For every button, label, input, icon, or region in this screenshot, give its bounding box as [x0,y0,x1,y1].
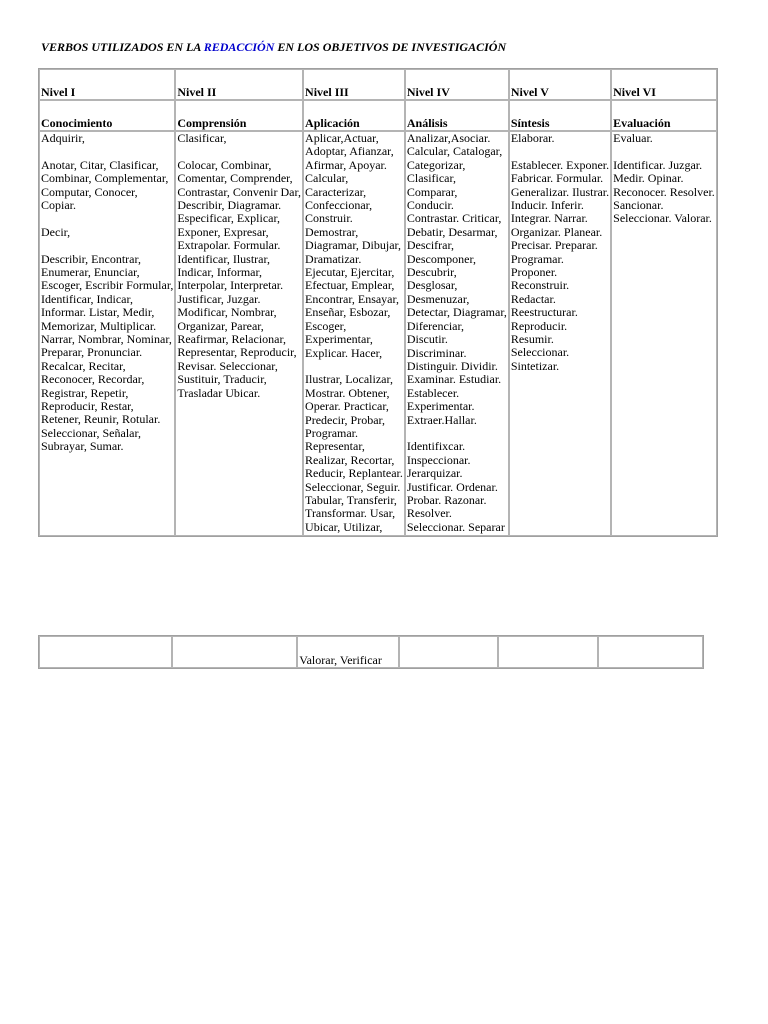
verb-line: Justificar. Ordenar. [406,479,498,494]
verbs-cell-2 [175,131,303,536]
verb-line: Enseñar, Esbozar, [305,305,391,320]
verb-line: Discriminar. [406,345,467,360]
verbs-cell-5 [509,131,611,536]
blank-line [407,427,507,440]
verb-line: Detectar, Diagramar, [406,305,507,320]
verb-line: Seleccionar, Señalar, [41,425,141,440]
verb-line: Escoger, [305,318,347,333]
verb-line: Elaborar. [510,131,555,145]
verb-line: Reconstruir. [510,278,570,293]
verb-line: Subrayar, Sumar. [41,439,124,454]
verb-line: Precisar. Preparar. [510,238,598,253]
category-header-5: Síntesis [509,100,611,131]
verb-line: Ilustrar, Localizar, [305,372,394,387]
level-header-4: Nivel IV [405,69,509,100]
verb-line: Establecer. Exponer. [510,157,610,172]
blank-line [511,145,609,158]
blank-line [41,145,173,158]
verb-line: Copiar. [41,198,76,213]
verbs-cell-1 [39,131,175,536]
verb-line: Seleccionar. [510,345,570,360]
verb-line: Identificar, Ilustrar, [177,251,271,266]
verb-line: Anotar, Citar, Clasificar, [41,157,159,172]
page-title [41,40,506,55]
verb-line: Especificar, Explicar, [177,211,280,226]
verb-line: Reproducir, Restar, [41,399,134,414]
verb-line: Registrar, Repetir, [41,385,129,400]
verb-line: Trasladar Ubicar. [177,385,261,400]
verb-line: Ubicar, Utilizar, [305,519,383,534]
blank-line [41,239,173,252]
verb-line: Reafirmar, Relacionar, [177,332,286,347]
blank-line [177,145,301,158]
verb-line: Diagramar, Dibujar, [305,238,402,253]
verb-line: Extrapolar. Formular. [177,238,281,253]
verb-line: Demostrar, [305,224,359,239]
verb-line: Descomponer, [406,251,477,266]
level-header-6: Nivel VI [611,69,717,100]
verb-line: Narrar, Nombrar, Nominar, [41,332,172,347]
blank-line [613,145,715,158]
verb-line: Conducir. [406,198,454,213]
category-row [39,100,717,131]
verb-line: Identificar, Indicar, [41,291,133,306]
verb-line: Mostrar. Obtener, [305,385,390,400]
continuation-cell-5 [498,636,597,668]
category-header-6: Evaluación [611,100,717,131]
verb-line: Indicar, Informar, [177,265,263,280]
verb-line: Reducir, Replantear. [305,466,403,481]
verb-line: Adoptar, Afianzar, [305,144,394,159]
verb-line: Justificar, Juzgar. [177,291,261,306]
continuation-row [39,636,703,668]
verb-line: Enumerar, Enunciar, [41,265,140,280]
verb-line: Adquirir, [41,131,85,145]
verb-line: Desmenuzar, [406,291,470,306]
verb-line: Explicar. Hacer, [305,345,383,360]
verb-line: Diferenciar, [406,318,465,333]
verb-line: Operar. Practicar, [305,399,389,414]
verb-line: Debatir, Desarmar, [406,224,498,239]
verb-line: Redactar. [510,291,556,306]
verb-line: Dramatizar. [305,251,362,266]
verb-line: Comparar, [406,184,458,199]
verb-line: Extraer.Hallar. [406,412,477,427]
verb-line: Predecir, Probar, [305,412,386,427]
verb-line: Tabular, Transferir, [305,492,397,507]
verb-line: Experimentar. [406,399,475,414]
continuation-cell-6 [598,636,703,668]
level-header-1: Nivel I [39,69,175,100]
blank-line [305,360,403,373]
title-part2: EN LOS OBJETIVOS DE INVESTIGACIÓN [274,40,507,54]
verb-line: Seleccionar, Seguir. [305,479,401,494]
verb-line: Representar, Reproducir, [177,345,297,360]
verb-line: Organizar, Parear, [177,318,264,333]
verb-line: Identificar. Juzgar. [613,157,703,172]
verb-line: Distinguir. Dividir. [406,358,498,373]
verb-line: Sustituir, Traducir, [177,372,267,387]
verb-line: Informar. Listar, Medir, [41,305,155,320]
verbs-table [38,68,718,537]
verb-line: Memorizar, Multiplicar. [41,318,157,333]
verb-line: Programar. [510,251,564,266]
continuation-cell-1 [39,636,172,668]
verb-line: Probar. Razonar. [406,492,487,507]
verb-line: Analizar,Asociar. [406,131,491,145]
verb-line: Medir. Opinar. [613,171,684,186]
verb-line: Interpolar, Interpretar. [177,278,284,293]
verb-line: Recalcar, Recitar, [41,358,126,373]
continuation-cell-4 [399,636,498,668]
verb-line: Construir. [305,211,353,226]
verb-line: Fabricar. Formular. [510,171,604,186]
verb-line: Caracterizar, [305,184,367,199]
verb-line: Revisar. Seleccionar, [177,358,278,373]
continuation-cell-2 [172,636,298,668]
verb-line: Efectuar, Emplear, [305,278,395,293]
verb-line: Contrastar. Criticar, [406,211,502,226]
verb-line: Confeccionar, [305,198,373,213]
verb-line: Sintetizar. [510,358,560,373]
verb-line: Representar, [305,439,365,454]
verb-line: Programar. [305,425,359,440]
verb-line: Proponer. [510,265,558,280]
verb-line: Seleccionar. Valorar. [613,211,712,226]
verbs-row [39,131,717,536]
verb-line: Contrastar, Convenir Dar, [177,184,302,199]
verb-line: Evaluar. [613,131,653,145]
verb-line: Descifrar, [406,238,455,253]
verb-line: Resumir. [510,332,554,347]
verb-line: Modificar, Nombrar, [177,305,277,320]
verb-line: Aplicar,Actuar, [305,131,379,145]
level-header-3: Nivel III [303,69,405,100]
verb-line: Preparar, Pronunciar. [41,345,143,360]
verb-line: Combinar, Complementar, [41,171,169,186]
verb-line: Clasificar, [406,171,457,186]
continuation-cell-3: Valorar, Verificar [297,636,399,668]
verbs-cell-4 [405,131,509,536]
verb-line: Encontrar, Ensayar, [305,291,400,306]
verb-line: Jerarquizar. [406,466,463,481]
category-header-4: Análisis [405,100,509,131]
verb-line: Decir, [41,224,71,239]
verb-line: Escoger, Escribir Formular, [41,278,174,293]
verb-line: Realizar, Recortar, [305,452,395,467]
level-header-5: Nivel V [509,69,611,100]
verb-line: Computar, Conocer, [41,184,138,199]
continuation-table [38,635,704,669]
verb-line: Experimentar, [305,332,373,347]
verb-line: Calcular, Catalogar, [406,144,503,159]
category-header-3: Aplicación [303,100,405,131]
verb-line: Reestructurar. [510,305,578,320]
verb-line: Establecer. [406,385,460,400]
verb-line: Clasificar, [177,131,227,145]
category-header-2: Comprensión [175,100,303,131]
verb-line: Transformar. Usar, [305,506,396,521]
verb-line: Retener, Reunir, Rotular. [41,412,161,427]
verb-line: Exponer, Expresar, [177,224,269,239]
verb-line: Discutir. [406,332,448,347]
verb-line: Examinar. Estudiar. [406,372,502,387]
verb-line: Identifixcar. [406,439,466,454]
verb-line: Reproducir. [510,318,568,333]
verb-line: Generalizar. Ilustrar. [510,184,610,199]
verb-line: Desglosar, [406,278,458,293]
verb-line: Organizar. Planear. [510,224,603,239]
verb-line: Categorizar, [406,157,466,172]
verb-line: Inspeccionar. [406,452,471,467]
verb-line: Calcular, [305,171,349,186]
verbs-cell-3 [303,131,405,536]
level-header-2: Nivel II [175,69,303,100]
verb-line: Reconocer, Recordar, [41,372,145,387]
level-row [39,69,717,100]
verb-line: Integrar. Narrar. [510,211,588,226]
category-header-1: Conocimiento [39,100,175,131]
blank-line [41,212,173,225]
verb-line: Describir, Diagramar. [177,198,282,213]
verbs-cell-6 [611,131,717,536]
verb-line: Resolver. [406,506,452,521]
verb-line: Afirmar, Apoyar. [305,157,387,172]
title-part1: VERBOS UTILIZADOS EN LA [41,40,204,54]
verb-line: Describir, Encontrar, [41,251,141,266]
verb-line: Sancionar. [613,198,664,213]
verb-line: Reconocer. Resolver. [613,184,715,199]
verb-line: Descubrir, [406,265,457,280]
verb-line: Comentar, Comprender, [177,171,293,186]
verb-line: Ejecutar, Ejercitar, [305,265,395,280]
verb-line: Colocar, Combinar, [177,157,272,172]
title-highlight: REDACCIÓN [203,40,275,54]
verb-line: Seleccionar. Separar [406,519,505,534]
verb-line: Inducir. Inferir. [510,198,584,213]
